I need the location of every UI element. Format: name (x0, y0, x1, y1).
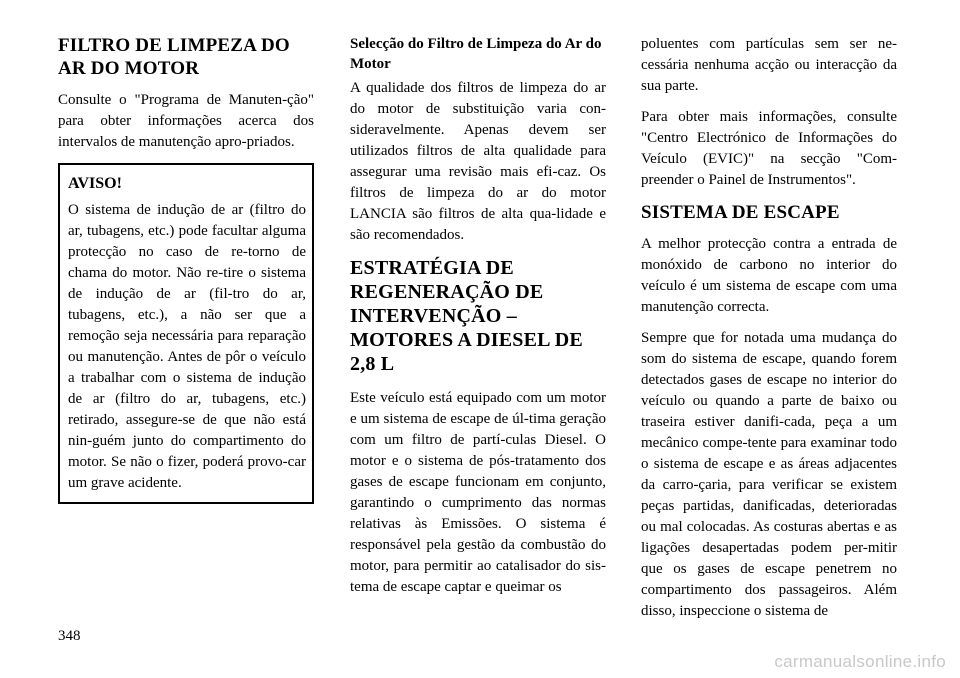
paragraph: Sempre que for notada uma mudança do som do sistema de escape, quando forem detectados gases de escape no interior do veículo ou quando a parte de baixo ou traseira estiver danifi-cada, peça a um mecânico compe-tente para examinar todo o sistema de escape e as áreas adjacentes da carro-çaria, para verificar se existem peças partidas, danificadas, deterioradas ou mal colocadas. As costuras abertas e as ligações desapertadas podem per-mitir que os gases de escape penetrem no compartimento dos passageiros. Além disso, inspeccione o sistema de (641, 330, 897, 619)
section-heading-air-filter: FILTRO DE LIMPEZA DO AR DO MOTOR (58, 35, 290, 79)
paragraph: Este veículo está equipado com um motor e um sistema de escape de úl-tima geração com um filtro de partí-culas Diesel. O motor e o sistema de pós-tratamento dos gases de escape funcionam em conjunto, garantindo o cumprimento das normas relativas às Emissões. O sistema é responsável pela gestão da combustão do motor, para permitir ao catalisador do sis-tema de escape captar e queimar os (350, 390, 606, 595)
paragraph: Para obter mais informações, consulte "Centro Electrónico de Informações do Veículo (EVIC)" na secção "Com-preender o Painel de Instrumentos". (641, 109, 897, 188)
left-column (58, 34, 314, 504)
warning-text: O sistema de indução de ar (filtro do ar, tubagens, etc.) pode facultar alguma protecção no caso de re-torno de chama do motor. Não re-tire o sistema de indução de ar (fil-tro do ar, tubagens, etc.), a não ser que a remoção seja necessária para reparação ou manutenção. Antes de pôr o veículo a trabalhar com o sistema de indução de ar (filtro do ar, tubagens, etc.) retirado, assegure-se de que não está nin-guém junto do compartimento do motor. Se não o fizer, poderá provo-car um grave acidente. (68, 202, 306, 491)
right-column (641, 34, 897, 632)
paragraph: A qualidade dos filtros de limpeza do ar do motor de substituição varia con-sideravelmente. Apenas devem ser utilizados filtros de alta qualidade para assegurar uma revisão mais efi-caz. Os filtros de limpeza do ar do motor LANCIA são filtros de alta qua-lidade e são recomendados. (350, 80, 606, 243)
watermark-logo: carmanualsonline.info (774, 652, 946, 671)
subheading-filter-selection: Selecção do Filtro de Limpeza do Ar do Motor (350, 36, 602, 72)
paragraph: A melhor protecção contra a entrada de monóxido de carbono no interior do veículo é um sistema de escape com uma manutenção correcta. (641, 236, 897, 315)
section-heading-exhaust: SISTEMA DE ESCAPE (641, 202, 840, 223)
paragraph: Consulte o "Programa de Manuten-ção" para obter informações acerca dos intervalos de manutenção apro-priados. (58, 92, 314, 150)
warning-box (58, 163, 314, 504)
page-number: 348 (58, 628, 81, 644)
paragraph: poluentes com partículas sem ser ne-cessária nenhuma acção ou interacção da sua parte. (641, 36, 897, 94)
middle-column (350, 34, 606, 608)
section-heading-regeneration: ESTRATÉGIA DE REGENERAÇÃO DE INTERVENÇÃO – MOTORES A DIESEL DE 2,8 L (350, 257, 583, 375)
warning-title: AVISO! (68, 175, 122, 192)
